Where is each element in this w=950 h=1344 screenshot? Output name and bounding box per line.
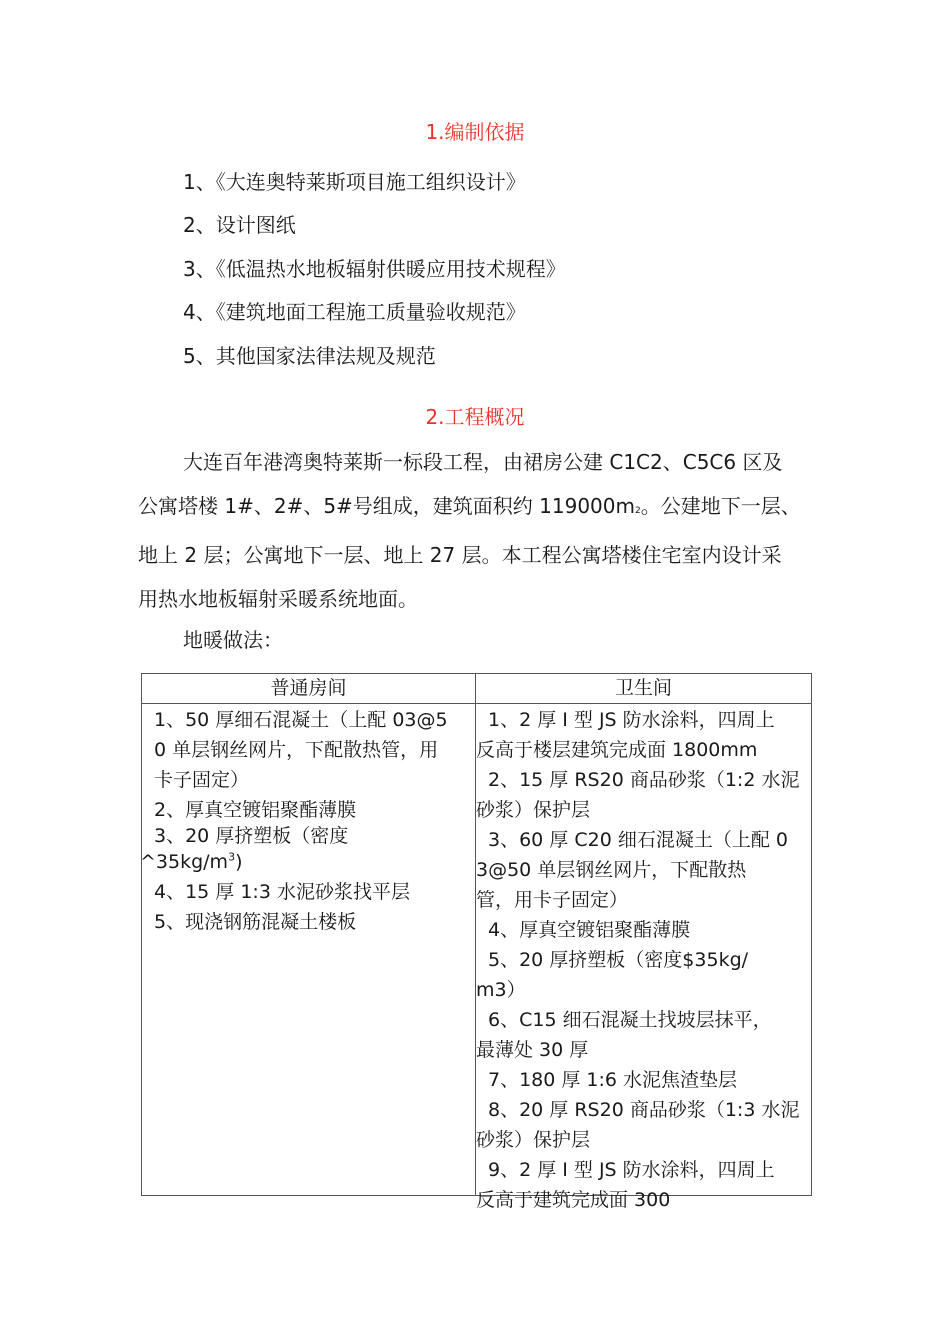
section-title-basis: 1.编制依据 [425, 120, 525, 144]
overview-line: 用热水地板辐射采暖系统地面。 [138, 587, 418, 611]
table-line: 反高于建筑完成面 300 [476, 1189, 671, 1211]
table-line: 砂浆）保护层 [476, 1129, 591, 1151]
table-line: 5、现浇钢筋混凝土楼板 [154, 911, 357, 933]
reference-item: 5、其他国家法律法规及规范 [183, 344, 436, 368]
table-line: 3、20 厚挤塑板（密度 [154, 825, 349, 847]
table-header-divider [142, 703, 811, 704]
area-subscript: 2 [635, 506, 641, 516]
table-line: 3、60 厚 C20 细石混凝土（上配 0 [488, 829, 788, 851]
reference-item: 3、《低温热水地板辐射供暖应用技术规程》 [183, 257, 566, 281]
section-title-overview: 2.工程概况 [425, 405, 525, 429]
superscript: 3 [228, 850, 236, 864]
overview-line: 公寓塔楼 1#、2#、5#号组成，建筑面积约 119000m2。公建地下一层、 [138, 494, 801, 518]
table-line: 2、厚真空镀铝聚酯薄膜 [154, 799, 357, 821]
header-bathroom: 卫生间 [614, 677, 672, 699]
reference-item: 4、《建筑地面工程施工质量验收规范》 [183, 300, 526, 324]
reference-item: 1、《大连奥特莱斯项目施工组织设计》 [183, 170, 526, 194]
table-line: 反高于楼层建筑完成面 1800mm [476, 739, 758, 761]
method-label: 地暖做法： [183, 628, 283, 652]
reference-item: 2、设计图纸 [183, 213, 296, 237]
table-line: 0 单层钢丝网片，下配散热管，用 [154, 739, 439, 761]
table-line: 9、2 厚 I 型 JS 防水涂料，四周上 [488, 1159, 775, 1181]
overview-line: 大连百年港湾奥特莱斯一标段工程，由裙房公建 C1C2、C5C6 区及 [183, 450, 783, 474]
table-line: 最薄处 30 厚 [476, 1039, 589, 1061]
table-line: 1、2 厚 I 型 JS 防水涂料，四周上 [488, 709, 775, 731]
table-line: 8、20 厚 RS20 商品砂浆（1:3 水泥 [488, 1099, 800, 1121]
table-line: 6、C15 细石混凝土找坡层抹平， [488, 1009, 772, 1031]
header-normal-room: 普通房间 [270, 677, 347, 699]
table-line: m3） [476, 979, 526, 1001]
normal-room-column [140, 705, 472, 937]
table-line: 4、15 厚 1:3 水泥砂浆找平层 [154, 881, 410, 903]
table-line: $\^{}35kg/m^3$) [140, 850, 243, 873]
overview-line: 地上 2 层；公寓地下一层、地上 27 层。本工程公寓塔楼住宅室内设计采 [138, 543, 782, 567]
table-line: 4、厚真空镀铝聚酯薄膜 [488, 919, 691, 941]
table-line: 2、15 厚 RS20 商品砂浆（1:2 水泥 [488, 769, 800, 791]
table-line: 砂浆）保护层 [476, 799, 591, 821]
table-line: 卡子固定） [154, 769, 250, 791]
table-line: 7、180 厚 1:6 水泥焦渣垫层 [488, 1069, 738, 1091]
table-line: 5、20 厚挤塑板（密度$35kg/ [488, 949, 749, 971]
overview-paragraph [138, 440, 818, 621]
bathroom-column [476, 705, 808, 1215]
heating-method-table [140, 673, 812, 1211]
table-line: 1、50 厚细石混凝土（上配 03@5 [154, 709, 448, 731]
table-line: 3@50 单层钢丝网片，下配散热 [476, 859, 747, 881]
table-line: 管，用卡子固定） [476, 889, 629, 911]
